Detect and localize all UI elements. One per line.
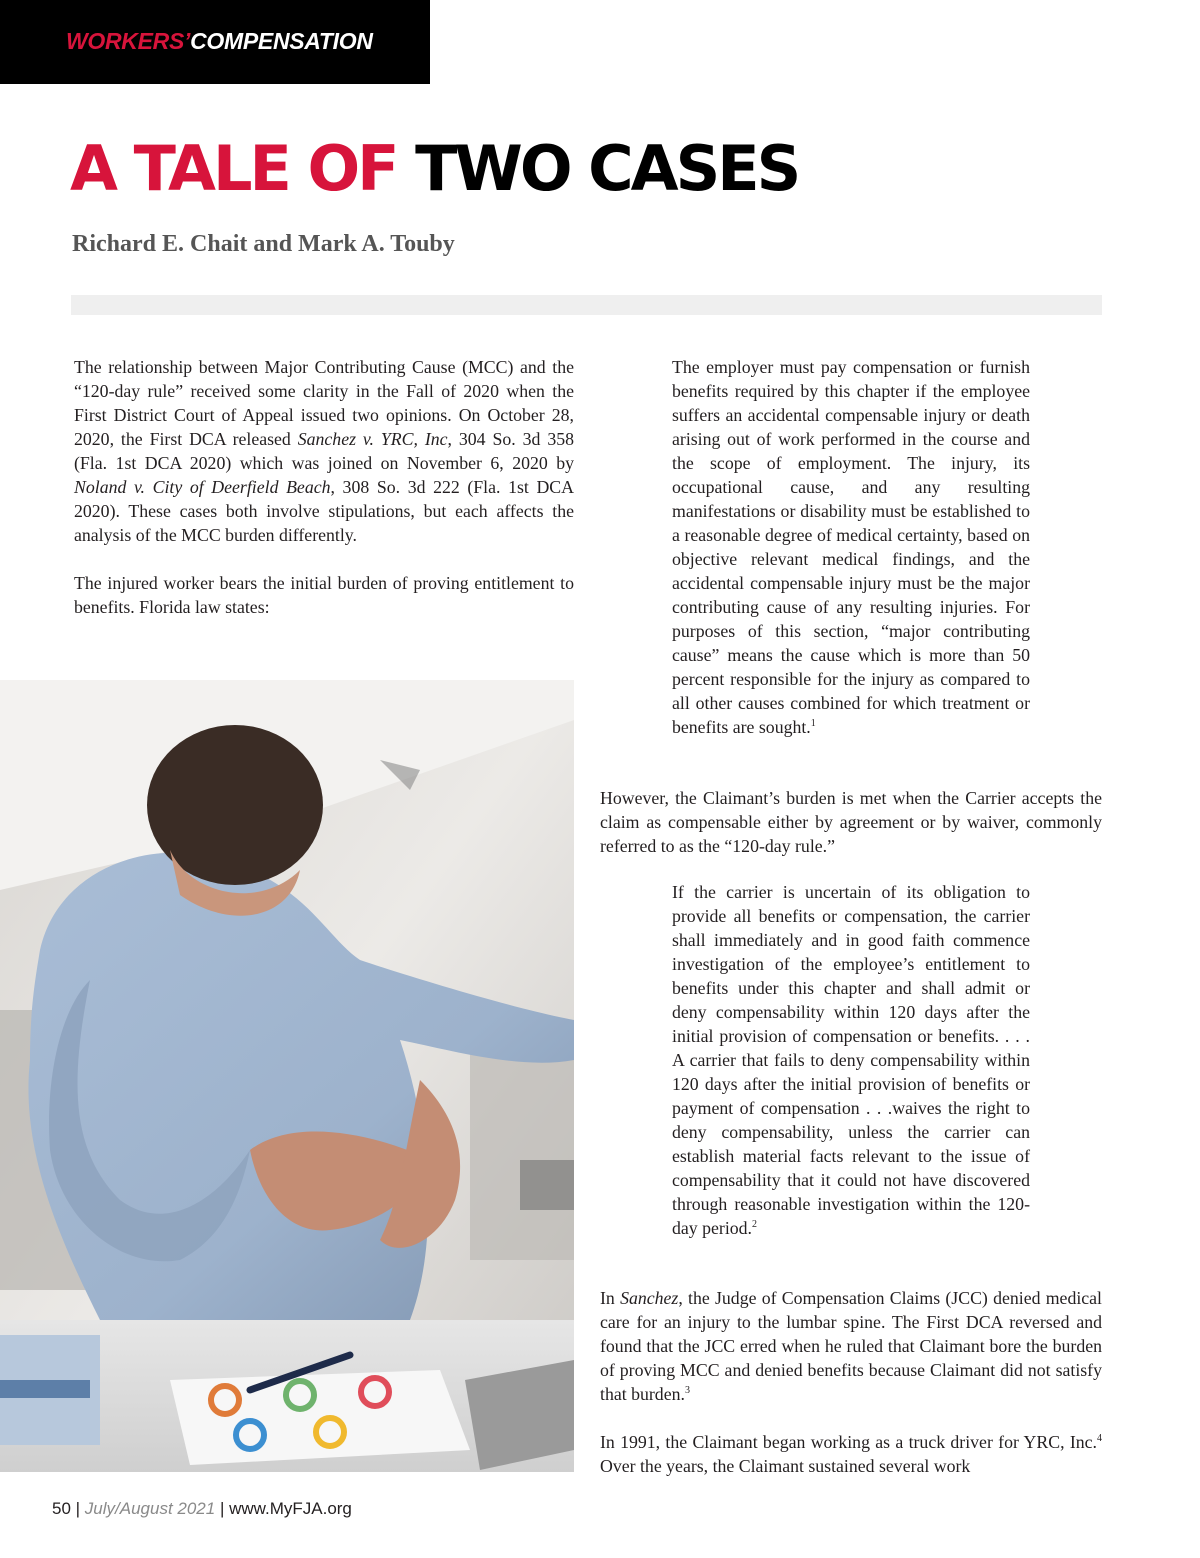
article-title-part2: TWO CASES bbox=[415, 132, 799, 205]
page-number: 50 bbox=[52, 1499, 71, 1518]
intro-text-a: The relationship between Major Contributing Cause (MCC) and the “120-day rule” received some clarity in the Fall of 2020 when the First District Court of Appeal issued two opinions. On October 28, 2020, the First DCA released bbox=[74, 357, 574, 449]
case-citation-noland: Noland v. City of Deerfield Beach bbox=[74, 477, 331, 497]
section-label-part2: COMPENSATION bbox=[190, 28, 373, 54]
footnote-ref-4: 4 bbox=[1097, 1433, 1102, 1445]
footnote-ref-1: 1 bbox=[810, 718, 816, 730]
section-header-bar bbox=[0, 0, 430, 84]
sanchez-paragraph bbox=[600, 1286, 1102, 1406]
title-divider-bar bbox=[71, 295, 1102, 315]
case-name-sanchez: Sanchez bbox=[620, 1288, 679, 1308]
sanchez-text-a: In bbox=[600, 1288, 621, 1308]
sanchez-text-b: , the Judge of Compensation Claims (JCC) denied medical care for an injury to the lumbar spine. The First DCA reversed and found that the JCC erred when he ruled that Claimant bore the burden of proving MCC and denied benefits because Claimant did not satisfy that burden. bbox=[600, 1288, 1102, 1404]
footer-separator-2: | bbox=[215, 1499, 230, 1518]
quote1-body: The employer must pay compensation or furnish benefits required by this chapter if the employee suffers an accidental compensable injury or death arising out of work performed in the course and the scope of employment. The injury, its occupational cause, and any resulting manifestations or disability must be established to a reasonable degree of medical certainty, based on objective relevant medical findings, and the accidental compensable injury must be the major contributing cause of any resulting injuries. For purposes of this section, “major contributing cause” means the cause which is more than 50 percent responsible for the injury as compared to all other causes combined for which treatment or benefits are sought. bbox=[672, 357, 1030, 737]
right-column-paragraphs-2 bbox=[600, 1286, 1102, 1478]
burden-paragraph: The injured worker bears the initial burden of proving entitlement to benefits. Florida law states: bbox=[74, 573, 574, 617]
issue-date: July/August 2021 bbox=[84, 1499, 216, 1518]
burden-met-paragraph: However, the Claimant’s burden is met when the Carrier accepts the claim as compensable either by agreement or by waiver, commonly referred to as the “120-day rule.” bbox=[600, 788, 1102, 856]
footnote-ref-3: 3 bbox=[684, 1385, 690, 1397]
intro-text-b: , 304 So. 3d 358 (Fla. 1st DCA 2020) which was joined on November 6, 2020 by bbox=[74, 429, 574, 473]
footer-separator-1: | bbox=[70, 1499, 85, 1518]
quote2-body: If the carrier is uncertain of its obligation to provide all benefits or compensation, the carrier shall immediately and in good faith commence investigation of the employee’s entitlement to benefits under this chapter and shall admit or deny compensability within 120 days after the initial provision of compensation or benefits. . . . A carrier that fails to deny compensability within 120 days after the initial provision of benefits or payment of compensation . . .waives the right to deny compensability, unless the carrier can establish material facts relevant to the issue of compensability that it could not have discovered through reasonable investigation within the 120-day period. bbox=[672, 882, 1030, 1238]
right-column-paragraph-1 bbox=[600, 786, 1102, 858]
history-text-a: In 1991, the Claimant began working as a truck driver for YRC, Inc. bbox=[600, 1432, 1097, 1452]
page-footer bbox=[52, 1499, 352, 1519]
footnote-ref-2: 2 bbox=[752, 1219, 757, 1231]
statute-quote-120-day bbox=[672, 880, 1030, 1240]
statute-quote-mcc bbox=[672, 355, 1030, 739]
article-byline: Richard E. Chait and Mark A. Touby bbox=[72, 231, 455, 257]
intro-paragraph bbox=[74, 355, 574, 547]
section-label bbox=[66, 28, 373, 55]
photo-illustration bbox=[0, 680, 574, 1472]
article-title-part1: A TALE OF bbox=[70, 132, 397, 205]
history-text-b: Over the years, the Claimant sustained several work bbox=[600, 1456, 971, 1476]
article-title bbox=[70, 132, 798, 206]
website-url: www.MyFJA.org bbox=[229, 1499, 352, 1518]
left-column bbox=[74, 355, 574, 619]
section-label-part1: WORKERS’ bbox=[66, 28, 191, 54]
intro-text-c: , 308 So. 3d 222 (Fla. 1st DCA 2020). These cases both involve stipulations, but each affects the analysis of the MCC burden differently. bbox=[74, 477, 574, 545]
back-pain-photo bbox=[0, 680, 574, 1472]
statute-quote-mcc-text bbox=[672, 355, 1030, 739]
statute-quote-120-day-text bbox=[672, 880, 1030, 1240]
case-citation-sanchez: Sanchez v. YRC, Inc bbox=[297, 429, 448, 449]
claimant-history-paragraph bbox=[600, 1430, 1102, 1478]
